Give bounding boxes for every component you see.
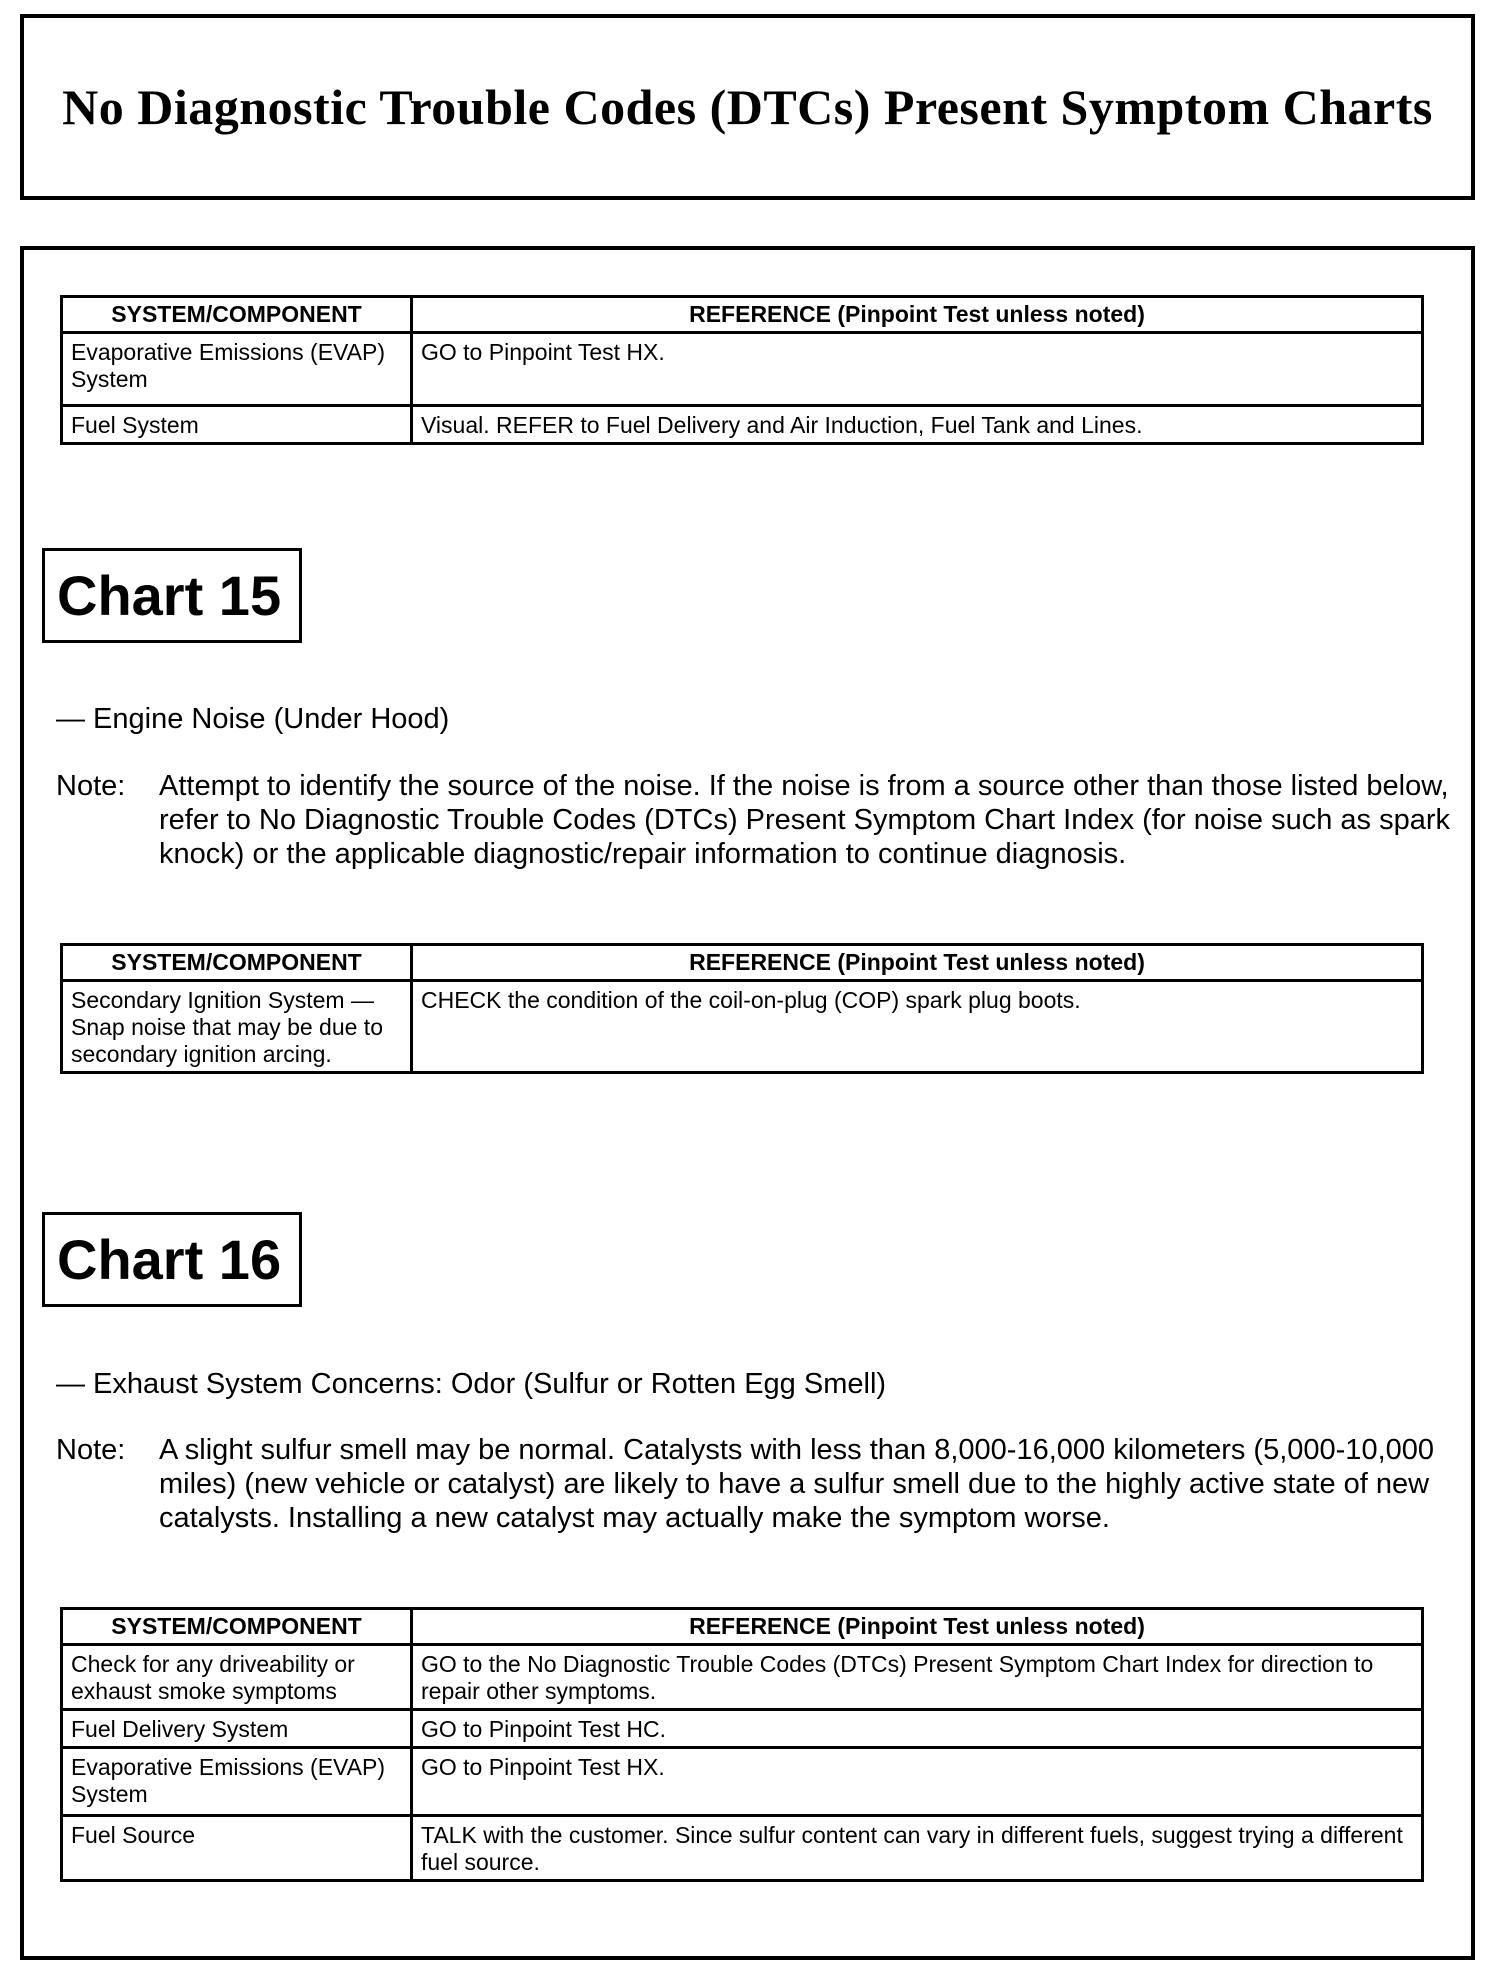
cell-reference: GO to Pinpoint Test HC. bbox=[412, 1710, 1423, 1748]
header-system: SYSTEM/COMPONENT bbox=[62, 297, 412, 333]
table-row bbox=[62, 1816, 1423, 1881]
page-title: No Diagnostic Trouble Codes (DTCs) Present Symptom Charts bbox=[62, 79, 1433, 135]
cell-system: Evaporative Emissions (EVAP) System bbox=[62, 1748, 412, 1816]
header-system: SYSTEM/COMPONENT bbox=[62, 945, 412, 981]
chart16-note bbox=[56, 1433, 1451, 1535]
cell-system: Evaporative Emissions (EVAP) System bbox=[62, 333, 412, 406]
chart16-subtitle: — Exhaust System Concerns: Odor (Sulfur or Rotten Egg Smell) bbox=[56, 1368, 887, 1400]
table-row bbox=[62, 1748, 1423, 1816]
cell-system: Fuel Delivery System bbox=[62, 1710, 412, 1748]
table-row bbox=[62, 406, 1423, 444]
chart15-heading bbox=[42, 548, 302, 643]
header-reference: REFERENCE (Pinpoint Test unless noted) bbox=[412, 1609, 1423, 1645]
cell-system: Check for any driveability or exhaust smoke symptoms bbox=[62, 1645, 412, 1710]
cell-system: Fuel Source bbox=[62, 1816, 412, 1881]
reference-table-chart15 bbox=[60, 943, 1424, 1074]
note-label: Note: bbox=[56, 770, 126, 802]
chart16-heading bbox=[42, 1212, 302, 1307]
chart16-label: Chart 16 bbox=[57, 1228, 282, 1291]
chart15-subtitle: — Engine Noise (Under Hood) bbox=[56, 703, 450, 735]
table-row bbox=[62, 1710, 1423, 1748]
content-frame bbox=[20, 246, 1475, 1960]
cell-reference: GO to Pinpoint Test HX. bbox=[412, 1748, 1423, 1816]
chart15-note bbox=[56, 769, 1451, 871]
note-label: Note: bbox=[56, 1434, 126, 1466]
cell-reference: Visual. REFER to Fuel Delivery and Air Induction, Fuel Tank and Lines. bbox=[412, 406, 1423, 444]
note-text: A slight sulfur smell may be normal. Catalysts with less than 8,000-16,000 kilometers (5,000-10,000 miles) (new vehicle or catalyst) are likely to have a sulfur smell due to the highly active state of new catalysts. Installing a new catalyst may actually make the symptom worse. bbox=[159, 1434, 1435, 1534]
page-title-box bbox=[20, 14, 1475, 200]
cell-reference: GO to Pinpoint Test HX. bbox=[412, 333, 1423, 406]
table-row bbox=[62, 981, 1423, 1073]
note-text: Attempt to identify the source of the noise. If the noise is from a source other than those listed below, refer to No Diagnostic Trouble Codes (DTCs) Present Symptom Chart Index (for noise such as spark knock) or the applicable diagnostic/repair information to continue diagnosis. bbox=[159, 770, 1451, 870]
header-reference: REFERENCE (Pinpoint Test unless noted) bbox=[412, 297, 1423, 333]
cell-system: Fuel System bbox=[62, 406, 412, 444]
chart15-label: Chart 15 bbox=[57, 564, 282, 627]
header-system: SYSTEM/COMPONENT bbox=[62, 1609, 412, 1645]
table-header-row bbox=[62, 297, 1423, 333]
table-row bbox=[62, 1645, 1423, 1710]
reference-table-top bbox=[60, 295, 1424, 445]
table-header-row bbox=[62, 1609, 1423, 1645]
table-row bbox=[62, 333, 1423, 406]
cell-reference: GO to the No Diagnostic Trouble Codes (DTCs) Present Symptom Chart Index for direction to repair other symptoms. bbox=[412, 1645, 1423, 1710]
cell-system: Secondary Ignition System — Snap noise that may be due to secondary ignition arcing. bbox=[62, 981, 412, 1073]
cell-reference: TALK with the customer. Since sulfur content can vary in different fuels, suggest trying a different fuel source. bbox=[412, 1816, 1423, 1881]
table-header-row bbox=[62, 945, 1423, 981]
header-reference: REFERENCE (Pinpoint Test unless noted) bbox=[412, 945, 1423, 981]
cell-reference: CHECK the condition of the coil-on-plug (COP) spark plug boots. bbox=[412, 981, 1423, 1073]
reference-table-chart16 bbox=[60, 1607, 1424, 1882]
